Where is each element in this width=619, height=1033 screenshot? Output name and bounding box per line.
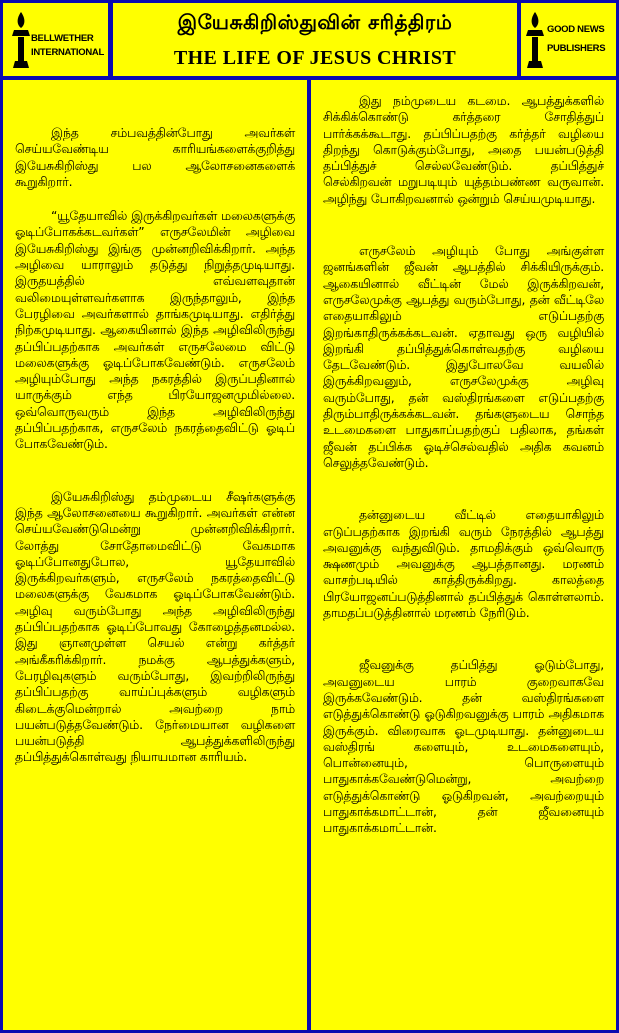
left-column (3, 80, 307, 1030)
logo-line-1: GOOD NEWS (547, 24, 605, 35)
lamp-icon (521, 3, 616, 76)
paragraph: இது நம்முடைய கடமை. ஆபத்துக்களில் சிக்கிக்கொண்டு கர்த்தரை சோதித்துப் பார்க்கக்கூடாது. தப்பிப்பதற்கு கர்த்தர் வழியை திறந்து கொடுக்கும்போது, அதை பயன்படுத்தி தப்பித்துச் செல்லவேண்டும். தப்பித்துச் செல்கிறவன் மறுபடியும் யுத்தம்பண்ண வருவான். அழிந்து போகிறவனால் ஒன்றும் செய்யமுடியாது. (323, 93, 604, 206)
logo-line-1: BELLWETHER (31, 33, 94, 44)
paragraph: இயேசுகிறிஸ்து தம்முடைய சீஷர்களுக்கு இந்த ஆலோசனையை கூறுகிறார். அவர்கள் என்ன செய்யவேண்டுமென்று முன்னறிவிக்கிறார். லோத்து சோதோமைவிட்டு வேகமாக ஓடிப்போனதுபோல, யூதேயாவில் இருக்கிறவர்களும், எருசலேம் நகரத்தைவிட்டு மலைகளுக்கு வேகமாக ஓடிப்போகவேண்டும். அழிவு வரும்போது அந்த அழிவிலிருந்து தப்பிப்பதற்காக ஓடிப்போவது கோழைத்தனமல்ல. இது ஞானமுள்ள செயல் என்று கர்த்தர் அங்கீகரிக்கிறார். நமக்கு ஆபத்துக்களும், பேரழிவுகளும் வரும்போது, இவற்றிலிருந்து தப்பிப்பதற்கு வாய்ப்புக்களும் வழிகளும் கிடைக்குமென்றால் அவற்றை நாம் பயன்படுத்தவேண்டும். நேர்மையான வழிகளை பயன்படுத்தி ஆபத்துக்களிலிருந்து தப்பித்துக்கொள்வது நியாயமான காரியம். (15, 488, 295, 765)
logo-line-2: PUBLISHERS (547, 43, 606, 54)
paragraph: “யூதேயாவில் இருக்கிறவர்கள் மலைகளுக்கு ஓடிப்போகக்கடவர்கள்” எருசலேமின் அழிவை இயேசுகிறிஸ்து இங்கு முன்னறிவிக்கிறார். அந்த அழிவை யாராலும் தடுத்து நிறுத்தமுடியாது. இருதயத்தில் எவ்வளவுதான் வலிமையுள்ளவர்களாக இருந்தாலும், இந்த பேரழிவை அவர்களால் தாங்கமுடியாது. எதிர்த்து நிற்கமுடியாது. ஆகையினால் இந்த அழிவிலிருந்து தப்பிப்பதற்காக அவர்கள் எருசலேமை விட்டு மலைகளுக்கு ஓடிப்போகவேண்டும். எருசலேம் அழியும்போது அந்த நகரத்தில் இருப்பதினால் யாருக்கும் எந்த பிரயோஜனமுமில்லை. ஒவ்வொருவரும் இந்த அழிவிலிருந்து தப்பிப்பதற்காக, எருசலேம் நகரத்தைவிட்டு ஓடிப் போகவேண்டும். (15, 208, 295, 452)
page-title-english: THE LIFE OF JESUS CHRIST (173, 47, 457, 69)
page-title-tamil: இயேசுகிறிஸ்துவின் சரித்திரம் (177, 10, 453, 34)
bellwether-logo (3, 3, 108, 76)
logo-line-2: INTERNATIONAL (31, 47, 104, 58)
paragraph: ஜீவனுக்கு தப்பித்து ஓடும்போது, அவனுடைய பாரம் குறைவாகவே இருக்கவேண்டும். தன் வஸ்திரங்களை எடுத்துக்கொண்டு ஓடுகிறவனுக்கு பாரம் அதிகமாக இருக்கும். விரைவாக ஓடமுடியாது. தன்னுடைய வஸ்திரங் களையும், உடமைகளையும், பொன்னையும், பொருளையும் பாதுகாக்கவேண்டுமென்று, அவற்றை எடுத்துக்கொண்டு ஓடுகிறவன், அவற்றையும் பாதுகாக்கமாட்டான், தன் ஜீவனையும் பாதுகாக்கமாட்டான். (323, 657, 604, 836)
paragraph: இந்த சம்பவத்தின்போது அவர்கள் செய்யவேண்டிய காரியங்களைக்குறித்து இயேசுகிறிஸ்து பல ஆலோசனைகளைக் கூறுகிறார். (15, 125, 295, 189)
paragraph: எருசலேம் அழியும் போது அங்குள்ள ஜனங்களின் ஜீவன் ஆபத்தில் சிக்கியிருக்கும். ஆகையினால் வீட்டின் மேல் இருக்கிறவன், எருசலேமுக்கு ஆபத்து வரும்போது, தன் வீட்டிலே எதையாகிலும் எடுப்பதற்கு இறங்காதிருக்கக்கடவன். ஏதாவது ஒரு வழியில் இறங்கி தப்பித்துக்கொள்வதற்கு வழியை தேடவேண்டும். இதுபோலவே வயலில் இருக்கிறவனும், எருசலேமுக்கு அழிவு வரும்போது, தன் வஸ்திரங்களை எடுப்பதற்கு திரும்பாதிருக்கக்கடவன். தங்களுடைய சொந்த உடமைகளை பாதுகாப்பதற்குப் பதிலாக, தங்கள் ஜீவன் தப்பிக்க ஓடிச்செல்வதில் அதிக கவனம் செலுத்தவேண்டும். (323, 243, 604, 470)
title-banner (113, 3, 517, 76)
paragraph: தன்னுடைய வீட்டில் எதையாகிலும் எடுப்பதற்காக இறங்கி வரும் நேரத்தில் ஆபத்து அவனுக்கு வந்துவிடும். தாமதிக்கும் ஒவ்வொரு க்ஷணமும் அவனுக்கு ஆபத்தானது. மரணம் வாசற்படியில் காத்திருக்கிறது. காலத்தை பிரயோஜனப்படுத்தினால் தப்பித்துக் கொள்ளலாம். தாமதப்படுத்தினால் மரணம் நேரிடும். (323, 507, 604, 621)
good-news-logo (521, 3, 616, 76)
right-column (311, 80, 616, 1030)
